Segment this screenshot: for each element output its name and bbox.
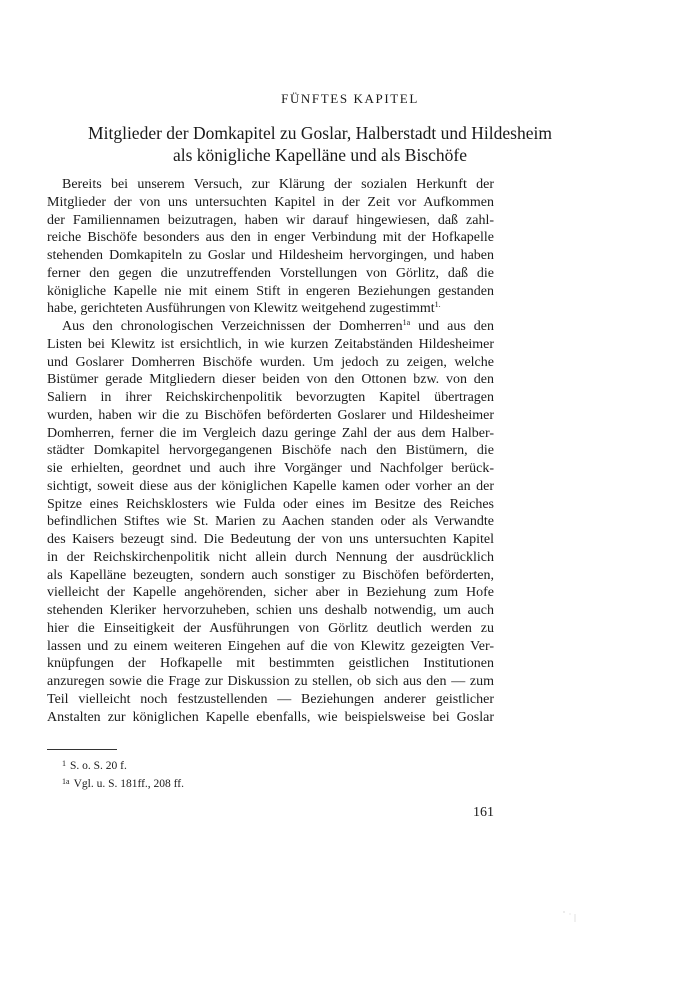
text-line: als Kapelläne bezeugten, sondern auch sonstiger zu Bischöfen beförderten,	[47, 567, 494, 583]
text-line: sie erhielten, geordnet und auch ihre Vorgänger und Nachfolger berück-	[47, 461, 494, 476]
footnote-rule	[47, 749, 117, 750]
text-line: städter Domkapitel hervorgegangenen Bischöfe nach den Bistümern, die	[47, 443, 494, 459]
text-line: Bereits bei unserem Versuch, zur Klärung der sozialen Herkunft der	[62, 177, 494, 192]
footnote-text: Vgl. u. S. 181ff., 208 ff.	[73, 778, 184, 790]
footnote-reference: 1a	[402, 318, 411, 327]
text-line: stehenden Domkapiteln zu Goslar und Hildesheim hervorgingen, und haben	[47, 248, 494, 263]
chapter-heading: FÜNFTES KAPITEL	[281, 91, 419, 106]
text-line: lassen und zu einem weiteren Eingehen auf die von Klewitz gezeigten Ver-	[47, 638, 494, 654]
text-line	[47, 300, 494, 318]
text-line: Saliern in ihrer Reichskirchenpolitik bevorzugten Kapitel übertragen	[47, 390, 494, 405]
footnote-reference: 1.	[434, 300, 441, 310]
text-line: des Kaisers bezeugt sind. Die Bedeutung der von uns untersuchten Kapitel	[47, 532, 494, 547]
footnote-text: S. o. S. 20 f.	[70, 760, 127, 772]
text-line-content: und aus den	[410, 319, 494, 334]
text-line: in der Reichskirchenpolitik nicht allein durch Nennung der ausdrücklich	[47, 549, 494, 565]
text-line: und Goslarer Domherren Bischöfe wurden. Um jedoch zu zeigen, welche	[47, 354, 494, 370]
text-line: stehenden Kleriker hervorzuheben, schien uns deshalb notwendig, um auch	[47, 603, 494, 618]
text-line: ferner den gegen die unzutreffenden Vorstellungen von Görlitz, daß die	[47, 265, 494, 281]
scan-artifact	[560, 908, 580, 928]
footnote	[62, 756, 184, 774]
text-line: der Familiennamen beizutragen, haben wir darauf hingewiesen, daß zahl-	[47, 212, 494, 228]
text-line: Mitglieder der von uns untersuchten Kapitel in der Zeit vor Aufkommen	[47, 194, 494, 210]
footnote-mark: 1	[62, 759, 66, 768]
footnotes	[62, 756, 184, 792]
footnote	[62, 774, 184, 792]
text-line: Anstalten zur königlichen Kapelle ebenfalls, wie beispielsweise bei Goslar	[47, 709, 494, 725]
chapter-title	[30, 122, 610, 166]
text-line: hier die Einseitigkeit der Ausführungen von Görlitz deutlich werden zu	[47, 620, 494, 636]
text-line	[47, 318, 494, 336]
text-line: Spitze eines Reichsklosters wie Fulda oder eines im Besitze des Reiches	[47, 496, 494, 512]
text-line: wurden, haben wir die zu Bischöfen beförderten Goslarer und Hildesheimer	[47, 407, 494, 423]
text-line: vielleicht der Kapelle angehörenden, sicher aber in Beziehung zum Hofe	[47, 585, 494, 601]
chapter-title-line: als königliche Kapelläne und als Bischöfe	[172, 145, 467, 165]
body-text	[47, 176, 494, 726]
text-line-content: habe, gerichteten Ausführungen von Klewitz weitgehend zugestimmt	[47, 301, 435, 317]
text-line: knüpfungen der Hofkapelle mit bestimmten geistlichen Institutionen	[47, 656, 494, 672]
text-line: befindlichen Stiftes wie St. Marien zu Aachen standen oder als Verwandte	[47, 514, 494, 530]
text-line: Bistümer gerade Mitgliedern dieser beiden von den Ottonen bzw. von den	[47, 372, 494, 388]
text-line-content: Aus den chronologischen Verzeichnissen der Domherren	[62, 319, 403, 334]
page-number: 161	[473, 805, 494, 820]
text-line: reiche Bischöfe besonders aus den in enger Verbindung mit der Hofkapelle	[47, 230, 494, 246]
text-line: Teil vielleicht noch festzustellenden — Beziehungen anderer geistlicher	[47, 691, 494, 707]
text-line: königliche Kapelle nie mit einem Stift in engeren Beziehungen gestanden	[47, 283, 494, 299]
text-line: sichtigt, soweit diese aus der königlichen Kapelle kamen oder vorher an der	[47, 478, 494, 494]
text-line: Listen bei Klewitz ist ersichtlich, in wie kurzen Zeitabständen Hildesheimer	[47, 336, 494, 352]
chapter-title-line: Mitglieder der Domkapitel zu Goslar, Halberstadt und Hildesheim	[88, 123, 552, 143]
footnote-mark: 1a	[62, 777, 70, 786]
text-line: Domherren, ferner die im Vergleich dazu geringe Zahl der aus dem Halber-	[47, 425, 494, 441]
text-line: anzuregen sowie die Frage zur Diskussion zu stellen, ob sich aus den — zum	[47, 674, 494, 689]
